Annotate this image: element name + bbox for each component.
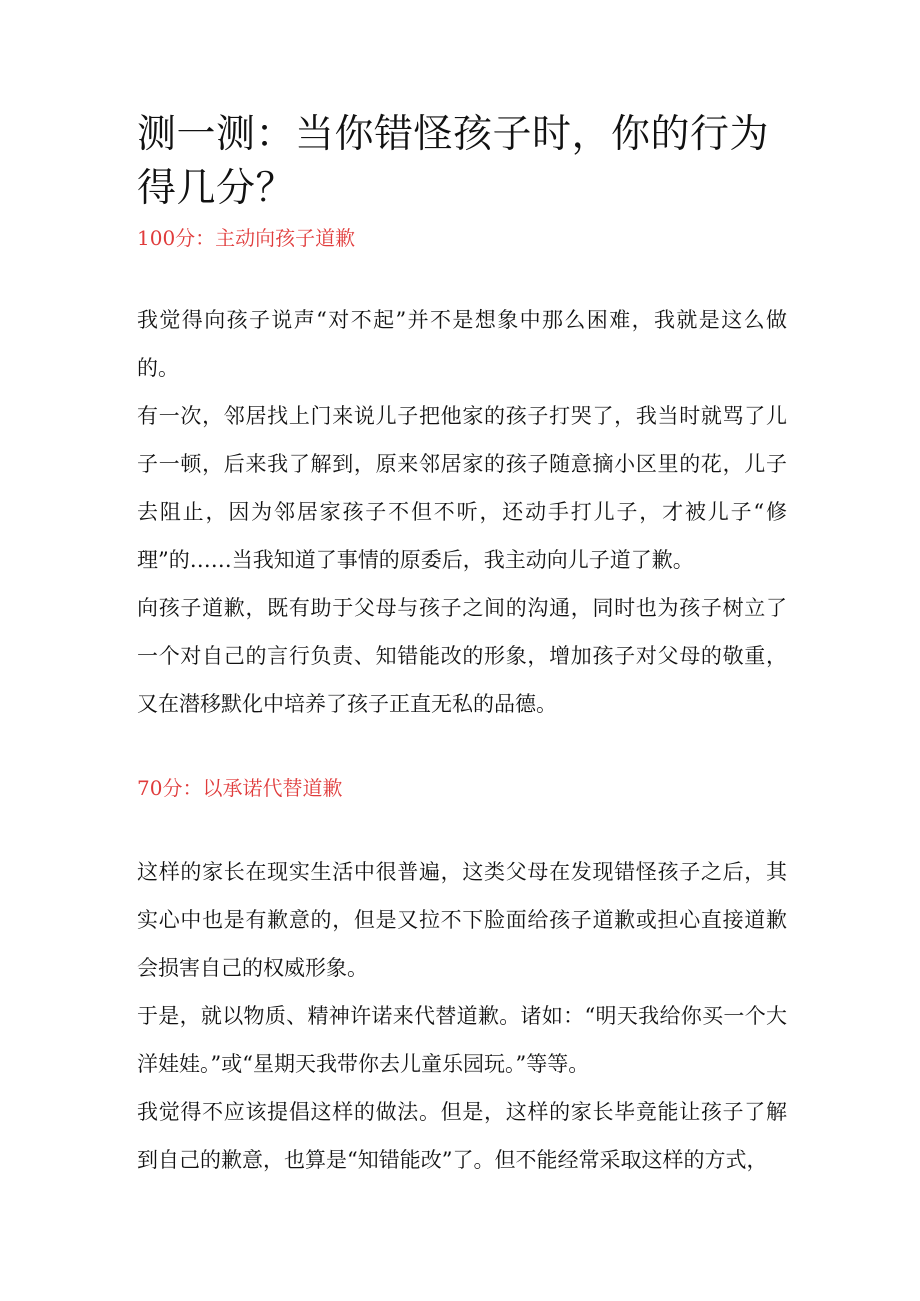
paragraph: 向孩子道歉，既有助于父母与孩子之间的沟通，同时也为孩子树立了一个对自己的言行负责、知错能改的形象，增加孩子对父母的敬重，又在潜移默化中培养了孩子正直无私的品德。	[137, 596, 787, 716]
paragraph: 这样的家长在现实生活中很普遍，这类父母在发现错怪孩子之后，其实心中也是有歉意的，但是又拉不下脸面给孩子道歉或担心直接道歉会损害自己的权威形象。	[137, 860, 787, 980]
paragraph: 我觉得不应该提倡这样的做法。但是，这样的家长毕竟能让孩子了解到自己的歉意，也算是“知错能改”了。但不能经常采取这样的方式，	[137, 1100, 787, 1172]
paragraph: 有一次，邻居找上门来说儿子把他家的孩子打哭了，我当时就骂了儿子一顿，后来我了解到，原来邻居家的孩子随意摘小区里的花，儿子去阻止，因为邻居家孩子不但不听，还动手打儿子，才被儿子“修理”的……当我知道了事情的原委后，我主动向儿子道了歉。	[137, 404, 787, 572]
section-heading-100: 100分：主动向孩子道歉	[137, 226, 356, 250]
document-title: 测一测：当你错怪孩子时，你的行为得几分？	[137, 112, 770, 211]
section-heading-70: 70分：以承诺代替道歉	[137, 776, 343, 800]
paragraph: 于是，就以物质、精神许诺来代替道歉。诸如：“明天我给你买一个大洋娃娃。”或“星期天我带你去儿童乐园玩。”等等。	[137, 1004, 787, 1076]
document-page	[137, 108, 787, 1184]
paragraph: 我觉得向孩子说声“对不起”并不是想象中那么困难，我就是这么做的。	[137, 308, 787, 380]
